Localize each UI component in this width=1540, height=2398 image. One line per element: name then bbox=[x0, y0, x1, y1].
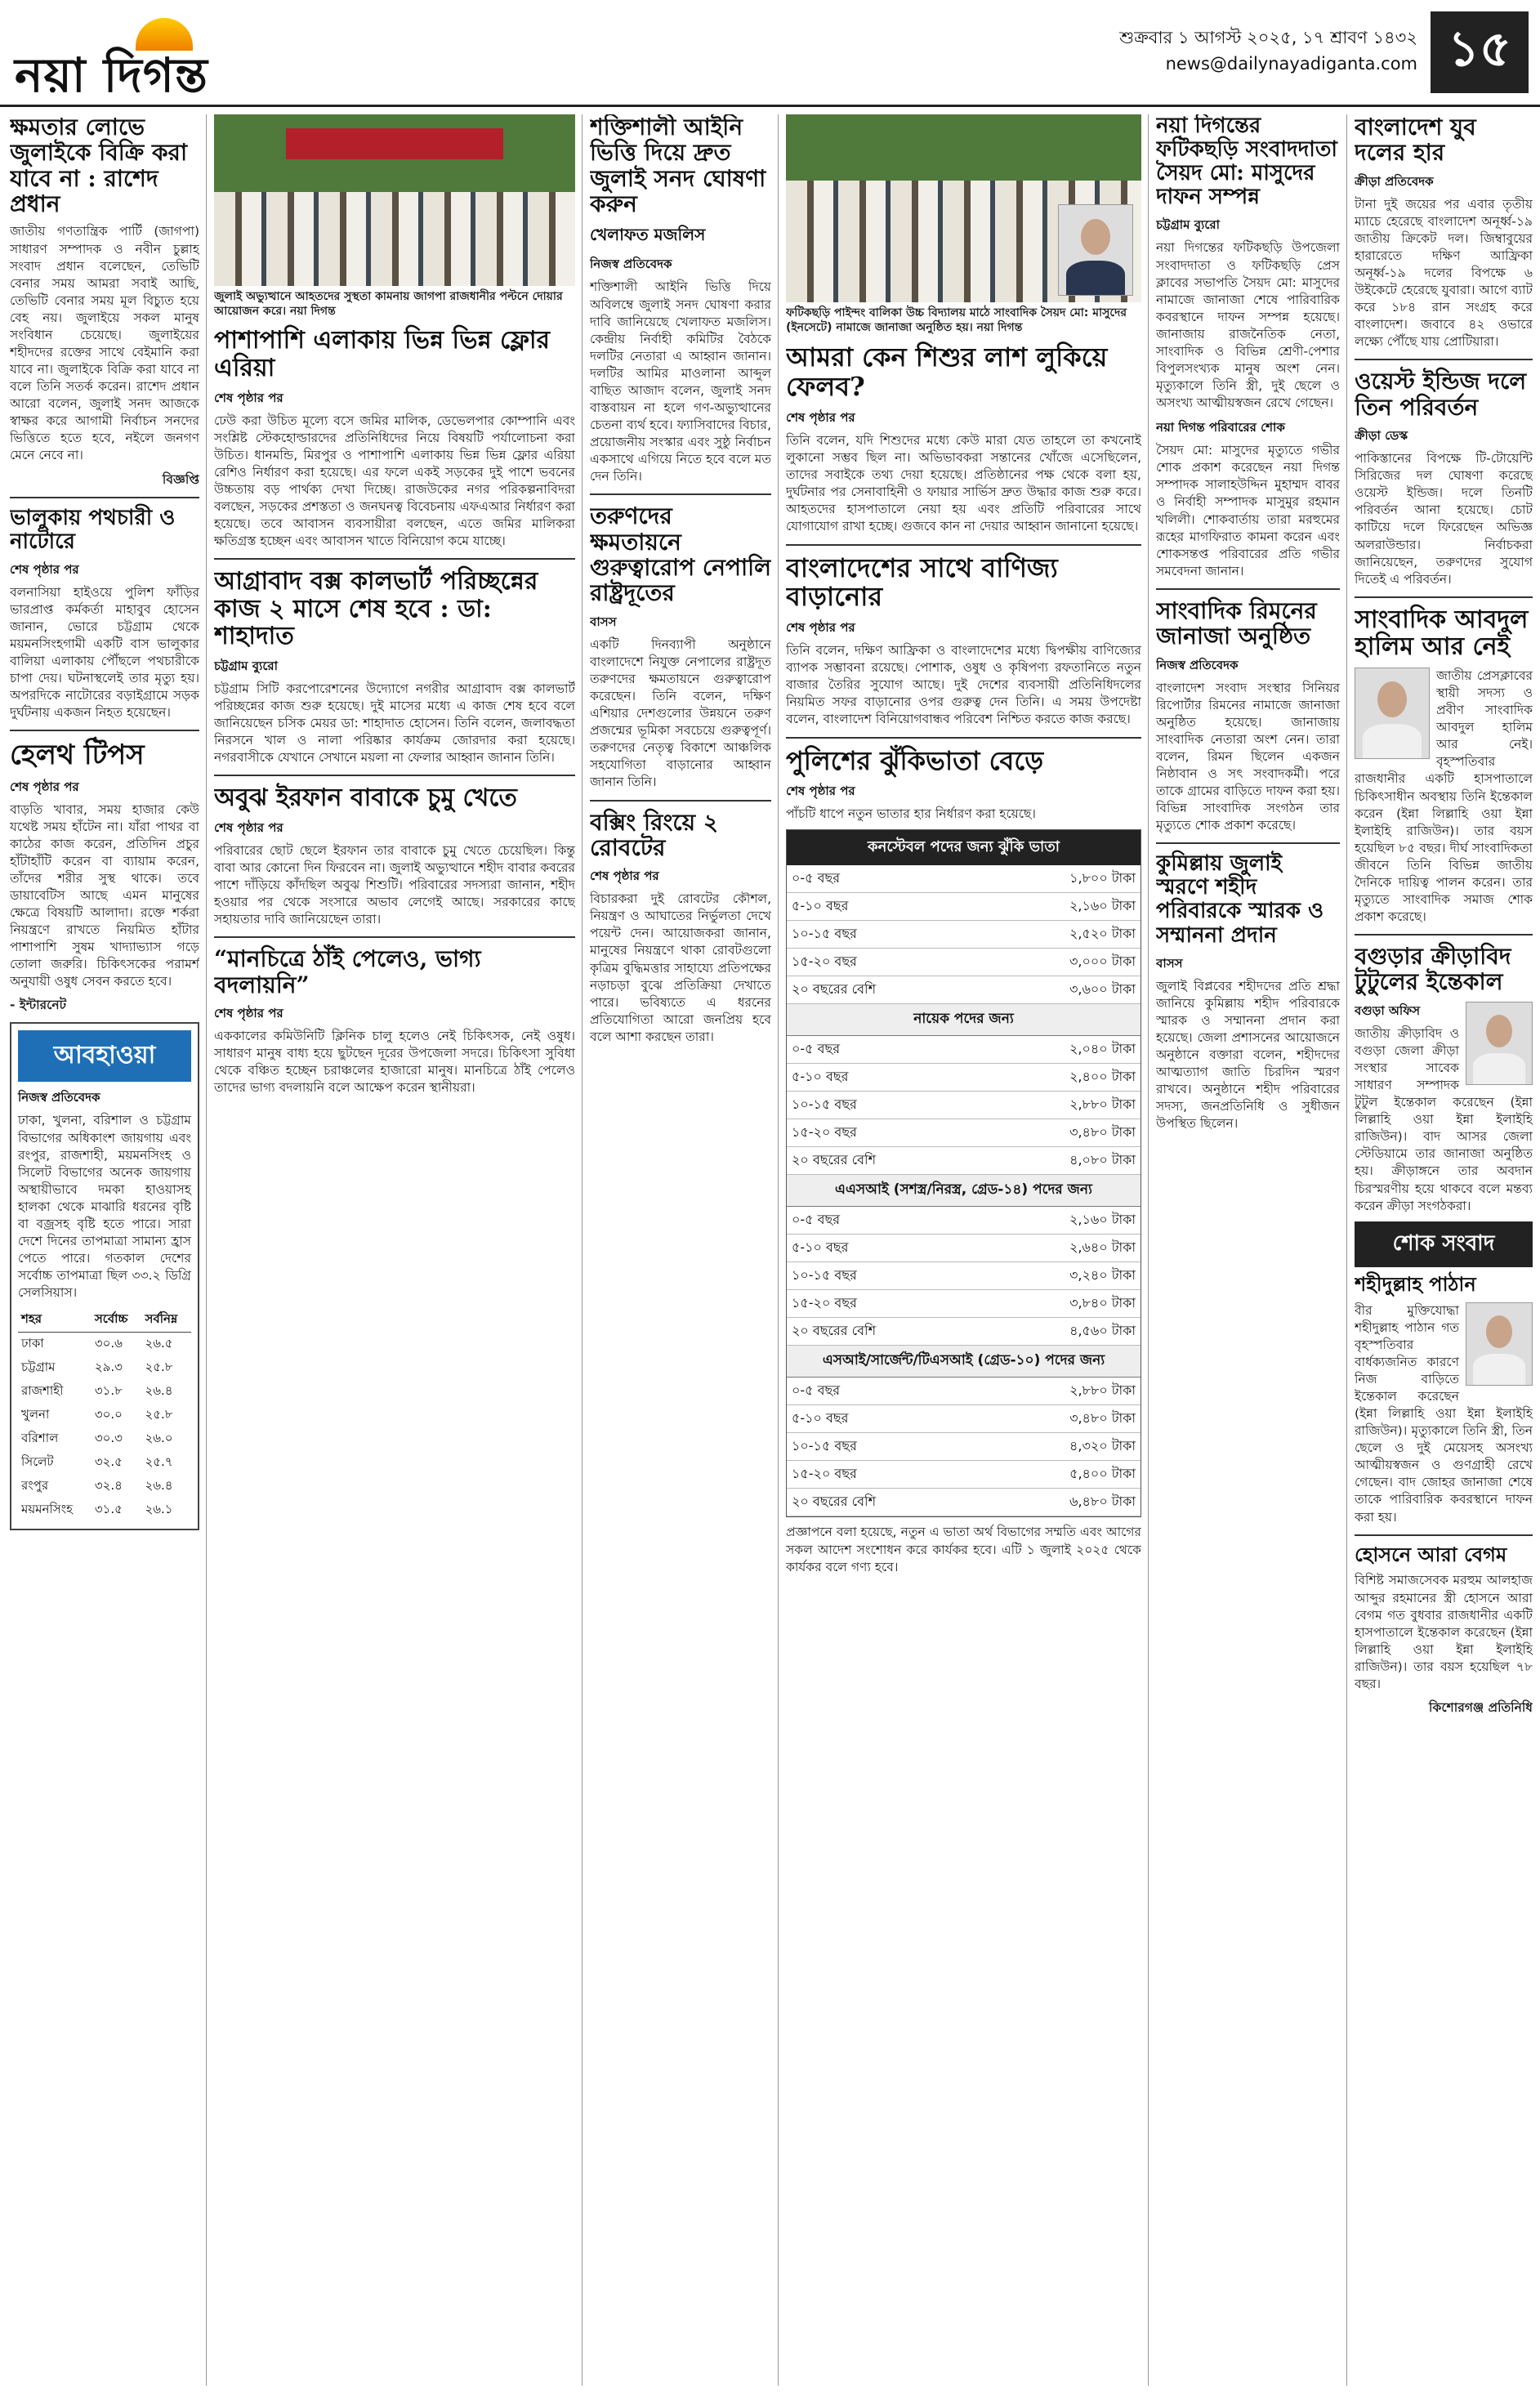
allowance-amount: ২,১৬০ টাকা bbox=[982, 1207, 1140, 1235]
min-temp: ২৬.৪ bbox=[145, 1383, 173, 1399]
article-body-continued: প্রজ্ঞাপনে বলা হয়েছে, নতুন এ ভাতা অর্থ বিভাগের সম্মতি এবং আগের সকল আদেশ সংশোধন করে কার্যকর হবে। এটি ১ জুলাই ২০২৫ থেকে কার্যকর বলে গণ্য হবে। bbox=[786, 1525, 1141, 1574]
headline: কুমিল্লায় জুলাই স্মরণে শহীদ পরিবারকে স্মারক ও সম্মাননা প্রদান bbox=[1156, 851, 1324, 948]
article-body: জুলাই বিপ্লবের শহীদদের প্রতি শ্রদ্ধা জানিয়ে কুমিল্লায় শহীদ পরিবারকে স্মারক ও সম্মাননা প্রদান করা হয়েছে। জেলা প্রশাসনের আয়োজনে অনুষ্ঠানে বক্তারা বলেন, শহীদদের আত্মত্যাগ জাতি চিরদিন স্মরণ রাখবে। অনুষ্ঠানে শহীদ পরিবারের সদস্য, জনপ্রতিনিধি ও সুধীজন উপস্থিত ছিলেন। bbox=[1156, 978, 1340, 1132]
byline: শেষ পৃষ্ঠার পর bbox=[214, 819, 283, 835]
allowance-amount: ২,৪০০ টাকা bbox=[982, 1064, 1140, 1092]
weather-title: আবহাওয়া bbox=[18, 1030, 191, 1082]
masthead bbox=[0, 0, 1540, 107]
article-rimon-janaza[interactable] bbox=[1156, 598, 1340, 834]
min-temp: ২৫.৮ bbox=[145, 1360, 173, 1375]
separator bbox=[786, 737, 1141, 739]
article-body: পরিবারের ছোট ছেলে ইরফান তার বাবাকে চুমু খেতে চেয়েছিল। কিন্তু বাবা আর কোনো দিন ফিরবেন না। জুলাই অভ্যুত্থানে শহীদ বাবার কবরের পাশে দাঁড়িয়ে কাঁদছিল অবুঝ শিশুটি। পরিবারের সদস্যরা জানান, শহীদ হওয়ার পর থেকে সংসারে অভাব লেগেই আছে। সরকারের কাছে সহায়তার দাবি জানিয়েছেন তারা। bbox=[214, 842, 575, 927]
headline: ভালুকায় পথচারী ও নাটোরে bbox=[10, 505, 176, 554]
article-body: বিশিষ্ট সমাজসেবক মরহুম আলহাজ আব্দুর রহমানের স্ত্রী হোসনে আরা বেগম গত বুধবার রাজধানীর একটি হাসপাতালে ইন্তেকাল করেছেন (ইন্না লিল্লাহি ওয়া ইন্না ইলাইহি রাজিউন)। তার বয়স হয়েছিল ৭৮ বছর। bbox=[1355, 1573, 1533, 1691]
max-temp: ৩১.৮ bbox=[94, 1383, 123, 1399]
headline: অবুঝ ইরফান বাবাকে চুমু খেতে bbox=[214, 784, 517, 813]
service-years: ৫-১০ বছর bbox=[787, 1235, 982, 1262]
article-robot-boxing[interactable] bbox=[590, 810, 771, 1046]
sub-headline: নয়া দিগন্ত পরিবারের শোক bbox=[1156, 420, 1285, 435]
min-temp: ২৫.৭ bbox=[145, 1454, 173, 1470]
inset-portrait bbox=[1058, 204, 1133, 296]
article-body: নয়া দিগন্তের ফটিকছড়ি উপজেলা সংবাদদাতা ও ফটিকছড়ি প্রেস ক্লাবের সভাপতি সৈয়দ মো: মাসুদের নামাজে জানাজা শেষে পারিবারিক কবরস্থানে দাফন সম্পন্ন হয়েছে। জানাজায় রাজনৈতিক নেতা, সাংবাদিক ও বিভিন্ন শ্রেণী-পেশার বিপুলসংখ্যক মানুষ অংশ নেন। মৃত্যুকালে তিনি স্ত্রী, দুই ছেলে ও অসংখ্য আত্মীয়স্বজন রেখে গেছেন। bbox=[1156, 240, 1340, 411]
article-masud-burial[interactable] bbox=[1156, 114, 1340, 580]
city: ঢাকা bbox=[21, 1336, 44, 1351]
article-floor-area[interactable] bbox=[214, 327, 575, 550]
byline: শেষ পৃষ্ঠার পর bbox=[786, 784, 855, 799]
allowance-amount: ৩,০০০ টাকা bbox=[982, 949, 1140, 976]
article-body: ঢেউ করা উচিত মূল্যে বসে জমির মালিক, ডেভেলপার কোম্পানি এবং সংশ্লিষ্ট স্টেকহোল্ডারদের প্রতিনিধিদের নিয়ে বিষয়টি পর্যালোচনা করা উচিত। ধানমন্ডি, মিরপুর ও পাশাপাশি এলাকায় ভিন্ন ভিন্ন ফ্লোর এরিয়া রেশিও নির্ধারণ করা হয়েছে। এর ফলে একই সড়কের দুই পাশে ভবনের উচ্চতায় বড় পার্থক্য দেখা দিচ্ছে। রাজউকের নগর পরিকল্পনাবিদরা বলছেন, সড়কের প্রশস্ততা ও জনঘনত্ব বিবেচনায় এফএআর নির্ধারণ করা হয়েছে। তবে আবাসন ব্যবসায়ীরা বলছেন, এতে জমির মালিকরা ক্ষতিগ্রস্ত হচ্ছেন এবং আবাসন খাতে বিনিয়োগ কমে যাচ্ছে। bbox=[214, 413, 575, 549]
article-health-tips[interactable] bbox=[10, 739, 199, 1014]
service-years: ০-৫ বছর bbox=[787, 1036, 982, 1064]
photo-caption: জুলাই অভ্যুত্থানে আহতদের সুস্থতা কামনায় জাগপা রাজধানীর পল্টনে দোয়ার আয়োজন করে। নয়া দিগন্ত bbox=[214, 290, 563, 319]
column-divider bbox=[778, 114, 779, 2386]
max-temp: ৩২.৫ bbox=[94, 1454, 123, 1470]
max-temp: ২৯.৩ bbox=[94, 1360, 123, 1375]
article-body: পাঁচটি ধাপে নতুন ভাতার হার নির্ধারণ করা হয়েছে। bbox=[786, 806, 1036, 822]
column-1 bbox=[10, 114, 199, 2386]
weather-table bbox=[18, 1308, 191, 1522]
article-body: বাড়তি খাবার, সময় হাজার কেউ যথেষ্ট সময় হাঁটেন না। যাঁরা পাথর বা কাঠের কাজ করেন, প্রতিদিন প্রচুর হাঁটাহাঁটি করেন বা ব্যায়াম করেন, তাঁদের শরীর সুস্থ থাকে। তবে ডায়াবেটিস আছে এমন মানুষের ক্ষেত্রে বিষয়টি আলাদা। রক্তে শর্করা নিয়ন্ত্রণে রাখতে নিয়মিত হাঁটার পাশাপাশি সুষম খাদ্যাভ্যাস গড়ে তোলা জরুরি। চিকিৎসকের পরামর্শ অনুযায়ী ওষুধ সেবন করতে হবে। bbox=[10, 802, 199, 989]
allowance-amount: ৩,৪৮০ টাকা bbox=[982, 1405, 1140, 1433]
service-years: ১৫-২০ বছর bbox=[787, 1461, 982, 1489]
article-youth-team[interactable] bbox=[1355, 114, 1533, 351]
allowance-amount: ৫,৪০০ টাকা bbox=[982, 1461, 1140, 1489]
headline: আগ্রাবাদ বক্স কালভার্ট পরিচ্ছন্নের কাজ ২ মাসে শেষ হবে : ডা: শাহাদাত bbox=[214, 567, 538, 651]
obituary-hosne-ara[interactable] bbox=[1355, 1544, 1533, 1717]
separator bbox=[1355, 934, 1533, 936]
column-2 bbox=[214, 114, 575, 2386]
byline: শেষ পৃষ্ঠার পর bbox=[10, 779, 79, 794]
page-number: ১৫ bbox=[1431, 11, 1529, 93]
allowance-amount: ৩,৬০০ টাকা bbox=[982, 976, 1140, 1004]
max-temp: ৩২.৪ bbox=[94, 1478, 123, 1494]
article-source: বিজ্ঞপ্তি bbox=[162, 471, 199, 487]
allowance-amount: ৪,৩২০ টাকা bbox=[982, 1433, 1140, 1461]
table-group-title: এসআই/সার্জেন্ট/টিএসআই (গ্রেড-১০) পদের জন্য bbox=[787, 1346, 1140, 1378]
service-years: ১০-১৫ বছর bbox=[787, 1433, 982, 1461]
service-years: ২০ বছরের বেশি bbox=[787, 976, 982, 1004]
weather-body: ঢাকা, খুলনা, বরিশাল ও চট্টগ্রাম বিভাগের অধিকাংশ জায়গায় এবং রংপুর, রাজশাহী, ময়মনসিংহ ও সিলেট বিভাগের অনেক জায়গায় অস্থায়ীভাবে দমকা হাওয়াসহ হালকা থেকে মাঝারি ধরনের বৃষ্টি বা বজ্রসহ বৃষ্টি হতে পারে। সারা দেশে দিনের তাপমাত্রা সামান্য হ্রাস পেতে পারে। গতকাল দেশের সর্বোচ্চ তাপমাত্রা ছিল ৩৩.২ ডিগ্রি সেলসিয়াস। bbox=[18, 1113, 191, 1301]
byline: শেষ পৃষ্ঠার পর bbox=[214, 390, 283, 405]
allowance-group-constable bbox=[787, 865, 1140, 1004]
article-nepal-ambassador[interactable] bbox=[590, 503, 771, 791]
table-group-title: এএসআই (সশস্ত্র/নিরস্ত্র, গ্রেড-১৪) পদের জন্য bbox=[787, 1175, 1140, 1207]
service-years: ৫-১০ বছর bbox=[787, 1405, 982, 1433]
article-body: সৈয়দ মো: মাসুদের মৃত্যুতে গভীর শোক প্রকাশ করেছেন নয়া দিগন্ত সম্পাদক সালাহউদ্দিন মুহাম্মদ বাবর ও নির্বাহী সম্পাদক মাসুমুর রহমান খলিলী। শোকবার্তায় তারা মরহুমের রূহের মাগফিরাত কামনা করেন এবং শোকসন্তপ্ত পরিবারের প্রতি গভীর সমবেদনা জানান। bbox=[1156, 443, 1340, 578]
byline: বগুড়া অফিস bbox=[1355, 1003, 1421, 1018]
photo-crowd bbox=[214, 192, 575, 287]
allowance-group-si bbox=[787, 1378, 1140, 1516]
article-abdul-halim[interactable] bbox=[1355, 606, 1533, 926]
min-temp: ২৬.৫ bbox=[145, 1336, 173, 1351]
article-body: পাকিস্তানের বিপক্ষে টি-টোয়েন্টি সিরিজের দল ঘোষণা করেছে ওয়েস্ট ইন্ডিজ। দলে তিনটি পরিবর্তন আনা হয়েছে। চোট কাটিয়ে দলে ফিরেছেন অভিজ্ঞ অলরাউন্ডার। নির্বাচকরা জানিয়েছেন, তরুণদের সুযোগ দিতেই এ পরিবর্তন। bbox=[1355, 451, 1533, 587]
max-temp: ৩০.০ bbox=[94, 1407, 123, 1422]
byline: বাসস bbox=[590, 614, 617, 629]
column-divider bbox=[206, 114, 207, 2386]
service-years: ১০-১৫ বছর bbox=[787, 1262, 982, 1290]
article-body: জাতীয় গণতান্ত্রিক পার্টি (জাগপা) সাধারণ সম্পাদক ও নবীন চুল্লাহ সংবাদ প্রধান বলেছেন, তেভিটি বেনার সময় আমরা সবাই আছি, তেভিটি বেনার সময় মূল বিচ্যুত হয়ে বেহ নয়। জুলাইয়ে সকল মানুষ সংবিধান চেয়েছে। জুলাইয়ের শহীদদের রক্তের সাথে বেইমানি করা যাবে না। জুলাইকে বিক্রি করা যাবে না বলে তিনি সতর্ক করেন। রাশেদ প্রধান আরো বলেন, জুলাই সনদ আজকে স্বাক্ষর করে আগামী নির্বাচন সনদের ভিত্তিতে হতে হবে, নইলে জনগণ মেনে নেবে না। bbox=[10, 224, 199, 463]
service-years: ০-৫ বছর bbox=[787, 865, 982, 893]
article-trade[interactable] bbox=[786, 551, 1141, 729]
service-years: ৫-১০ বছর bbox=[787, 893, 982, 921]
headline: পাশাপাশি এলাকায় ভিন্ন ভিন্ন ফ্লোর এরিয়া bbox=[214, 326, 551, 382]
table-header: শহর bbox=[21, 1311, 42, 1327]
min-temp: ২৬.১ bbox=[145, 1502, 173, 1517]
headline: ওয়েস্ট ইন্ডিজ দলে তিন পরিবর্তন bbox=[1355, 368, 1527, 421]
byline: নিজস্ব প্রতিবেদক bbox=[18, 1090, 100, 1105]
city: সিলেট bbox=[21, 1454, 54, 1470]
byline: শেষ পৃষ্ঠার পর bbox=[214, 1006, 283, 1021]
article-tutul[interactable] bbox=[1355, 944, 1533, 1215]
allowance-amount: ৩,৪৮০ টাকা bbox=[982, 1119, 1140, 1147]
max-temp: ৩১.৫ bbox=[94, 1502, 123, 1517]
city: রাজশাহী bbox=[21, 1383, 64, 1399]
min-temp: ২৫.৮ bbox=[145, 1407, 173, 1422]
byline: ক্রীড়া ডেস্ক bbox=[1355, 428, 1408, 444]
separator bbox=[10, 497, 199, 498]
photo-janaza[interactable] bbox=[786, 114, 1141, 302]
allowance-group-asi bbox=[787, 1207, 1140, 1346]
issue-date: শুক্রবার ১ আগস্ট ২০২৫, ১৭ শ্রাবণ ১৪৩২ bbox=[1119, 28, 1417, 47]
headline: বক্সিং রিংয়ে ২ রোবটের bbox=[590, 808, 719, 861]
byline: শেষ পৃষ্ঠার পর bbox=[10, 561, 79, 577]
article-bhaluka[interactable] bbox=[10, 507, 199, 722]
byline: শেষ পৃষ্ঠার পর bbox=[786, 410, 855, 426]
separator bbox=[214, 775, 575, 776]
allowance-amount: ৪,৫৬০ টাকা bbox=[982, 1318, 1140, 1346]
service-years: ১৫-২০ বছর bbox=[787, 1290, 982, 1318]
separator bbox=[1156, 588, 1340, 590]
city: চট্টগ্রাম bbox=[21, 1360, 56, 1375]
portrait-shoulders bbox=[1473, 1053, 1525, 1084]
min-temp: ২৬.০ bbox=[145, 1431, 173, 1446]
article-body: এককালের কমিউনিটি ক্লিনিক চালু হলেও নেই চিকিৎসক, নেই ওষুধ। সাধারণ মানুষ বাধ্য হয়ে ছুটছেন দূরের উপজেলা সদরে। চিকিৎসা সুবিধা থেকে বঞ্চিত হচ্ছেন চরাঞ্চলের হাজারো মানুষ। মানচিত্রে ঠাঁই পেলেও তাদের ভাগ্য বদলায়নি বলে আক্ষেপ করেন স্থানীয়রা। bbox=[214, 1029, 575, 1096]
article-west-indies[interactable] bbox=[1355, 368, 1533, 587]
allowance-table bbox=[786, 829, 1141, 1517]
byline: শেষ পৃষ্ঠার পর bbox=[590, 869, 659, 884]
service-years: ১০-১৫ বছর bbox=[787, 921, 982, 949]
article-comilla-honor[interactable] bbox=[1156, 852, 1340, 1132]
service-years: ১৫-২০ বছর bbox=[787, 1119, 982, 1147]
headline: বগুড়ার ক্রীড়াবিদ টুটুলের ইন্তেকাল bbox=[1355, 943, 1511, 996]
byline: চট্টগ্রাম ব্যুরো bbox=[1156, 217, 1221, 233]
column-5 bbox=[1156, 114, 1340, 2386]
contact-email[interactable]: news@dailynayadiganta.com bbox=[1165, 54, 1417, 74]
city: ময়মনসিংহ bbox=[21, 1502, 73, 1517]
service-years: ০-৫ বছর bbox=[787, 1378, 982, 1405]
article-child-bodies[interactable] bbox=[786, 343, 1141, 535]
article-body: বীর মুক্তিযোদ্ধা শহীদুল্লাহ পাঠান গত বৃহস্পতিবার বার্ধক্যজনিত কারণে নিজ বাড়িতে ইন্তেকাল করেছেন (ইন্না লিল্লাহি ওয়া ইন্না ইলাইহি রাজিউন)। মৃত্যুকালে তিনি স্ত্রী, তিন ছেলে ও দুই মেয়েসহ অসংখ্য আত্মীয়স্বজন ও গুণগ্রাহী রেখে গেছেন। বাদ জোহর জানাজা শেষে তাকে পারিবারিক কবরস্থানে দাফন করা হয়। bbox=[1355, 1302, 1533, 1525]
separator bbox=[1355, 596, 1533, 598]
article-rashed-prodhan[interactable] bbox=[10, 114, 199, 489]
byline: চট্টগ্রাম ব্যুরো bbox=[214, 658, 279, 673]
column-6 bbox=[1355, 114, 1533, 2386]
portrait-shoulders bbox=[1066, 261, 1125, 295]
logo-text: নয়া দিগন্ত bbox=[15, 47, 208, 103]
photo-caption: ফটিকছড়ি পাইন্দং বালিকা উচ্চ বিদ্যালয় মাঠে সাংবাদিক সৈয়দ মো: মাসুদের (ইনসেটে) নামাজে জানাজা অনুষ্ঠিত হয়। নয়া দিগন্ত bbox=[786, 306, 1127, 335]
article-body: তিনি বলেন, যদি শিশুদের মধ্যে কেউ মারা যেত তাহলে তা কখনোই লুকানো সম্ভব ছিল না। অভিভাবকরা সন্তানের খোঁজে এসেছিলেন, তাদের সবাইকে তথ্য দেয়া হয়েছে। প্রতিষ্ঠানের পক্ষ থেকে বলা হয়, দুর্ঘটনার পর সেনাবাহিনী ও ফায়ার সার্ভিস দ্রুত উদ্ধার কাজ শুরু করে। আহতদের হাসপাতালে নেয়া হয় এবং প্রতিটি পরিবারের সাথে যোগাযোগ রাখা হচ্ছে। গুজবে কান না দেয়ার আহ্বান জানানো হয়েছে। bbox=[786, 433, 1141, 534]
article-body: বাংলাদেশ সংবাদ সংস্থার সিনিয়র রিপোর্টার রিমনের নামাজে জানাজা অনুষ্ঠিত হয়েছে। জানাজায় সাংবাদিক নেতারা অংশ নেন। তারা বলেন, রিমন ছিলেন একজন নিষ্ঠাবান ও সৎ সংবাদকর্মী। পরে তাকে গ্রামের বাড়িতে দাফন করা হয়। বিভিন্ন সাংবাদিক সংগঠন তার মৃত্যুতে শোক প্রকাশ করেছে। bbox=[1156, 680, 1340, 833]
article-irfan[interactable] bbox=[214, 784, 575, 928]
service-years: ২০ বছরের বেশি bbox=[787, 1318, 982, 1346]
sub-headline: খেলাফত মজলিস bbox=[590, 225, 706, 245]
article-body: বলনাসিয়া হাইওয়ে পুলিশ ফাঁড়ির ভারপ্রাপ্ত কর্মকর্তা মাহাবুব হোসেন জানান, ভোরে চট্টগ্রাম থেকে ময়মনসিংহগামী একটি বাস ভালুকার বালিয়া এলাকায় পৌঁছলে পথচারীকে চাপা দেয়। ঘটনাস্থলেই তার মৃত্যু হয়। অপরদিকে নাটোরের বড়াইগ্রামে সড়ক দুর্ঘটনায় একজন নিহত হয়েছেন। bbox=[10, 584, 199, 721]
headline: হেলথ টিপস bbox=[10, 739, 145, 772]
max-temp: ৩০.৩ bbox=[94, 1431, 123, 1446]
article-source: - ইন্টারনেট bbox=[10, 998, 67, 1013]
portrait-tutul bbox=[1466, 1002, 1533, 1085]
headline: সাংবাদিক রিমনের জানাজা অনুষ্ঠিত bbox=[1156, 596, 1317, 650]
headline: “মানচিত্রে ঠাঁই পেলেও, ভাগ্য বদলায়নি” bbox=[214, 945, 481, 998]
service-years: ০-৫ বছর bbox=[787, 1207, 982, 1235]
portrait-shoulders bbox=[1473, 1354, 1525, 1385]
min-temp: ২৬.৪ bbox=[145, 1478, 173, 1494]
table-header: সর্বোচ্চ bbox=[94, 1311, 128, 1327]
photo-jagpa-prayer[interactable] bbox=[214, 114, 575, 286]
allowance-amount: ১,৮০০ টাকা bbox=[982, 865, 1140, 893]
article-source: কিশোরগঞ্জ প্রতিনিধি bbox=[1429, 1700, 1533, 1716]
byline: নিজস্ব প্রতিবেদক bbox=[1156, 657, 1239, 672]
allowance-amount: ২,০৪০ টাকা bbox=[982, 1036, 1140, 1064]
article-body: চট্টগ্রাম সিটি করপোরেশনের উদ্যোগে নগরীর আগ্রাবাদ বক্স কালভার্ট পরিচ্ছন্নের কাজ শুরু হয়েছে। দুই মাসের মধ্যে এ কাজ শেষ হবে বলে জানিয়েছেন চসিক মেয়র ডা: শাহাদাত হোসেন। তিনি বলেন, জলাবদ্ধতা নিরসনে খাল ও নালা পরিষ্কার কার্যক্রম জোরদার করা হয়েছে। নগরবাসীকে যেখানে সেখানে ময়লা না ফেলার আহ্বান জানান তিনি। bbox=[214, 681, 575, 766]
separator bbox=[590, 800, 771, 802]
table-title: কনস্টেবল পদের জন্য ঝুঁকি ভাতা bbox=[787, 830, 1140, 865]
article-body: জাতীয় প্রেসক্লাবের স্থায়ী সদস্য ও প্রবীণ সাংবাদিক আবদুল হালিম আর নেই। বৃহস্পতিবার রাজধানীর একটি হাসপাতালে চিকিৎসাধীন অবস্থায় তিনি ইন্তেকাল করেন (ইন্না লিল্লাহি ওয়া ইন্না ইলাইহি রাজিউন)। তার বয়স হয়েছিল ৮৫ বছর। দীর্ঘ সাংবাদিকতা জীবনে তিনি বিভিন্ন জাতীয় দৈনিকে দায়িত্ব পালন করেন। তার মৃত্যুতে সাংবাদিক সমাজ শোক প্রকাশ করেছে। bbox=[1355, 668, 1533, 925]
newspaper-logo[interactable] bbox=[15, 18, 284, 103]
headline: বাংলাদেশের সাথে বাণিজ্য বাড়ানোর bbox=[786, 551, 1058, 613]
headline: পুলিশের ঝুঁকিভাতা বেড়ে bbox=[786, 744, 1044, 776]
article-body: টানা দুই জয়ের পর এবার তৃতীয় ম্যাচে হেরেছে বাংলাদেশ অনূর্ধ্ব-১৯ জাতীয় ক্রিকেট দল। জিম্বাবুয়ের হারারেতে দক্ষিণ আফ্রিকা অনূর্ধ্ব-১৯ দলের বিপক্ষে ৬ উইকেটে হেরেছে যুবারা। আগে ব্যাট করে ১৮৪ রান সংগ্রহ করে বাংলাদেশ। জবাবে ৪২ ওভারে লক্ষ্যে পৌঁছে যায় প্রোটিয়ারা। bbox=[1355, 196, 1533, 350]
city: খুলনা bbox=[21, 1407, 50, 1422]
separator bbox=[786, 544, 1141, 546]
allowance-amount: ৬,৪৮০ টাকা bbox=[982, 1489, 1140, 1516]
obituary-section-title: শোক সংবাদ bbox=[1355, 1221, 1533, 1267]
headline: শক্তিশালী আইনি ভিত্তি দিয়ে দ্রুত জুলাই সনদ ঘোষণা করুন bbox=[590, 114, 766, 218]
portrait-abdul-halim bbox=[1355, 668, 1430, 759]
article-body: তিনি বলেন, দক্ষিণ আফ্রিকা ও বাংলাদেশের মধ্যে দ্বিপক্ষীয় বাণিজ্যের ব্যাপক সম্ভাবনা রয়েছে। পোশাক, ওষুধ ও কৃষিপণ্য রফতানিতে নতুন বাজার তৈরির সুযোগ আছে। দুই দেশের ব্যবসায়ী প্রতিনিধিদলের নিয়মিত সফর বাড়ানোর ওপর গুরুত্ব দেন তিনি। এ সময় উপদেষ্টা বলেন, বাংলাদেশ বিনিয়োগবান্ধব পরিবেশ নিশ্চিত করতে কাজ করছে। bbox=[786, 643, 1141, 727]
portrait-head bbox=[1081, 219, 1110, 255]
allowance-amount: ২,৬৪০ টাকা bbox=[982, 1235, 1140, 1262]
service-years: ১৫-২০ বছর bbox=[787, 949, 982, 976]
column-divider bbox=[1148, 114, 1149, 2386]
service-years: ৫-১০ বছর bbox=[787, 1064, 982, 1092]
headline: নয়া দিগন্তের ফটিকছড়ি সংবাদদাতা সৈয়দ মো: মাসুদের দাফন সম্পন্ন bbox=[1156, 114, 1337, 210]
separator bbox=[214, 558, 575, 560]
allowance-amount: ২,৮৮০ টাকা bbox=[982, 1378, 1140, 1405]
article-police-allowance[interactable] bbox=[786, 744, 1141, 1576]
separator bbox=[590, 493, 771, 495]
separator bbox=[10, 730, 199, 731]
column-divider bbox=[1346, 114, 1347, 2386]
allowance-amount: ২,১৬০ টাকা bbox=[982, 893, 1140, 921]
allowance-amount: ২,৫২০ টাকা bbox=[982, 921, 1140, 949]
service-years: ২০ বছরের বেশি bbox=[787, 1147, 982, 1175]
separator bbox=[214, 936, 575, 938]
column-3 bbox=[590, 114, 771, 2386]
city: রংপুর bbox=[21, 1478, 49, 1494]
headline: সাংবাদিক আবদুল হালিম আর নেই bbox=[1355, 605, 1529, 662]
table-group-title: নায়েক পদের জন্য bbox=[787, 1004, 1140, 1036]
photo-banner bbox=[286, 128, 502, 159]
article-map-fate[interactable] bbox=[214, 946, 575, 1096]
portrait-shoulders bbox=[1363, 724, 1422, 758]
byline: ক্রীড়া প্রতিবেদক bbox=[1355, 173, 1434, 189]
allowance-group-nayek bbox=[787, 1036, 1140, 1175]
article-body: একটি দিনব্যাপী অনুষ্ঠানে বাংলাদেশে নিযুক্ত নেপালের রাষ্ট্রদূত তরুণদের ক্ষমতায়নে গুরুত্বারোপ করেছেন। তিনি বলেন, দক্ষিণ এশিয়ার দেশগুলোর উন্নয়নে তরুণ প্রজন্মের ভূমিকা সবচেয়ে গুরুত্বপূর্ণ। তরুণদের নেতৃত্ব বিকাশে আঞ্চলিক সহযোগিতা বাড়ানোর আহ্বান জানান তিনি। bbox=[590, 636, 771, 790]
article-body: জাতীয় ক্রীড়াবিদ ও বগুড়া জেলা ক্রীড়া সংস্থার সাবেক সাধারণ সম্পাদক টুটুল ইন্তেকাল করেছেন (ইন্না লিল্লাহি ওয়া ইন্না ইলাইহি রাজিউন)। বাদ আসর জেলা স্টেডিয়ামে তার জানাজা অনুষ্ঠিত হয়। ক্রীড়াঙ্গনে তার অবদান চিরস্মরণীয় হয়ে থাকবে বলে মন্তব্য করেন ক্রীড়া সংগঠকরা। bbox=[1355, 1025, 1533, 1213]
headline: হোসনে আরা বেগম bbox=[1355, 1542, 1507, 1566]
byline: বাসস bbox=[1156, 955, 1183, 971]
allowance-amount: ২,৮৮০ টাকা bbox=[982, 1092, 1140, 1119]
headline: ক্ষমতার লোভে জুলাইকে বিক্রি করা যাবে না : রাশেদ প্রধান bbox=[10, 114, 188, 218]
portrait-head bbox=[1486, 1015, 1512, 1047]
obituary-shahidullah[interactable] bbox=[1355, 1271, 1533, 1526]
separator bbox=[1355, 359, 1533, 360]
column-divider bbox=[582, 114, 583, 2386]
portrait-shahidullah bbox=[1466, 1302, 1533, 1386]
headline: তরুণদের ক্ষমতায়নে গুরুত্বারোপ নেপালি রাষ্ট্রদূতের bbox=[590, 502, 771, 607]
headline: আমরা কেন শিশুর লাশ লুকিয়ে ফেলব? bbox=[786, 342, 1108, 403]
article-body: বিচারকরা দুই রোবটের কৌশল, নিয়ন্ত্রণ ও আঘাতের নির্ভুলতা দেখে পয়েন্ট দেন। আয়োজকরা জানান, মানুষের নিয়ন্ত্রণে থাকা রোবটগুলো কৃত্রিম বুদ্ধিমত্তার সাহায্যে প্রতিপক্ষের নড়াচড়া বুঝে প্রতিক্রিয়া দেখাতে পারে। ভবিষ্যতে এ ধরনের প্রতিযোগিতা আরো জনপ্রিয় হবে বলে আশা করছেন তারা। bbox=[590, 891, 771, 1044]
portrait-head bbox=[1377, 681, 1407, 717]
article-agrabad-culvert[interactable] bbox=[214, 568, 575, 766]
city: বরিশাল bbox=[21, 1431, 59, 1446]
headline: বাংলাদেশ যুব দলের হার bbox=[1355, 114, 1476, 167]
service-years: ২০ বছরের বেশি bbox=[787, 1489, 982, 1516]
allowance-amount: ৪,০৮০ টাকা bbox=[982, 1147, 1140, 1175]
separator bbox=[1156, 842, 1340, 844]
service-years: ১০-১৫ বছর bbox=[787, 1092, 982, 1119]
table-header: সর্বনিম্ন bbox=[145, 1311, 178, 1327]
allowance-amount: ৩,২৪০ টাকা bbox=[982, 1262, 1140, 1290]
byline: শেষ পৃষ্ঠার পর bbox=[786, 620, 855, 636]
byline: নিজস্ব প্রতিবেদক bbox=[590, 257, 672, 272]
separator bbox=[1355, 1534, 1533, 1536]
column-4 bbox=[786, 114, 1141, 2386]
article-body: শক্তিশালী আইনি ভিত্তি দিয়ে অবিলম্বে জুলাই সনদ ঘোষণা করার দাবি জানিয়েছে খেলাফত মজলিস। কেন্দ্রীয় নির্বাহী কমিটির বৈঠকে দলটির নেতারা এ আহ্বান জানান। দলটির আমির মাওলানা আব্দুল বাছিত আজাদ বলেন, জুলাই সনদ বাস্তবায়ন না হলে গণ-অভ্যুত্থানের চেতনা ব্যর্থ হবে। ফ্যাসিবাদের বিচার, প্রয়োজনীয় সংস্কার এবং সুষ্ঠু নির্বাচন একসাথে এগিয়ে নিতে হবে বলে মত দেন তিনি। bbox=[590, 279, 771, 485]
weather-box bbox=[10, 1022, 199, 1530]
max-temp: ৩০.৬ bbox=[94, 1336, 123, 1351]
portrait-head bbox=[1486, 1315, 1512, 1348]
article-july-charter[interactable] bbox=[590, 114, 771, 485]
allowance-amount: ৩,৮৪০ টাকা bbox=[982, 1290, 1140, 1318]
headline: শহীদুল্লাহ পাঠান bbox=[1355, 1271, 1476, 1296]
